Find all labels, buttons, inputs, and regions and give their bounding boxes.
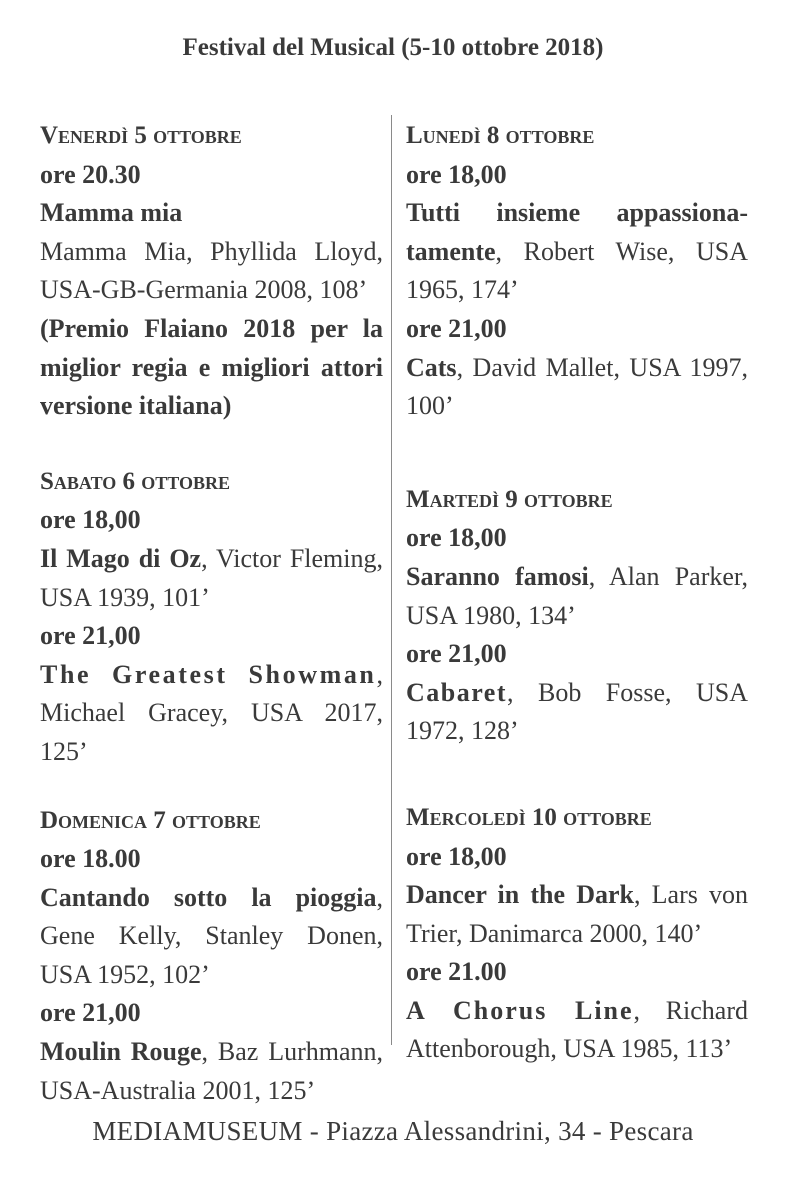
column-divider xyxy=(391,115,392,1045)
day-heading: Lunedì 8 ottobre xyxy=(406,122,595,149)
screening-entry xyxy=(406,194,748,310)
day-heading: Martedì 9 ottobre xyxy=(406,485,613,513)
movie-title: Cantando sotto la pioggia xyxy=(40,882,377,912)
screening-entry xyxy=(406,674,748,751)
movie-details: , Robert Wise, USA 1965, 174’ xyxy=(406,236,748,305)
screening-time: ore 21,00 xyxy=(406,313,507,343)
screening-entry xyxy=(406,349,748,426)
day-block xyxy=(40,463,383,772)
movie-details: , Richard Attenborough, USA 1985, 113’ xyxy=(406,995,748,1064)
movie-details: , Bob Fosse, USA 1972, 128’ xyxy=(406,677,748,746)
venue-footer: MEDIAMUSEUM - Piazza Alessandrini, 34 - Pescara xyxy=(92,1116,694,1146)
movie-title: Cabaret xyxy=(406,677,508,707)
day-block xyxy=(40,117,383,426)
screening-time: ore 20.30 xyxy=(40,159,141,189)
movie-title: The Greatest Showman xyxy=(40,659,377,689)
movie-title: Cats xyxy=(406,352,457,382)
screening-entry xyxy=(40,879,383,995)
page-title: Festival del Musical (5-10 ottobre 2018) xyxy=(182,34,604,61)
movie-details: , Alan Parker, USA 1980, 134’ xyxy=(406,561,749,630)
left-column xyxy=(40,117,383,1110)
day-block xyxy=(406,799,748,1069)
movie-title: Dancer in the Dark xyxy=(406,880,634,910)
screening-time: ore 18,00 xyxy=(40,505,141,535)
screening-time: ore 21,00 xyxy=(406,639,507,669)
screening-time: ore 21.00 xyxy=(406,957,507,987)
award-note: (Premio Flaiano 2018 per la miglior regia e migliori attori versione italiana) xyxy=(40,313,383,421)
screening-entry xyxy=(40,656,383,772)
screening-entry xyxy=(406,992,748,1069)
movie-details: , Lars von Trier, Danimarca 2000, 140’ xyxy=(406,880,748,948)
day-heading: Venerdì 5 ottobre xyxy=(40,122,242,149)
movie-details: , Gene Kelly, Stanley Donen, USA 1952, 102’ xyxy=(40,882,383,989)
day-heading: Mercoledì 10 ottobre xyxy=(406,803,652,831)
movie-title: Il Mago di Oz xyxy=(40,543,202,573)
movie-title: A Chorus Line xyxy=(406,995,634,1025)
screening-entry xyxy=(40,540,383,617)
movie-title: Saranno famosi xyxy=(406,561,589,591)
movie-title: Mamma mia xyxy=(40,198,183,228)
movie-details: , Baz Lurhmann, USA-Australia 2001, 125’ xyxy=(40,1037,383,1105)
screening-time: ore 21,00 xyxy=(40,621,141,651)
day-heading: Domenica 7 ottobre xyxy=(40,806,261,834)
screening-entry xyxy=(40,194,383,233)
day-block xyxy=(406,481,748,751)
movie-title: Moulin Rouge xyxy=(40,1037,202,1067)
screening-time: ore 18,00 xyxy=(406,159,507,189)
day-block xyxy=(406,117,748,426)
movie-title: Tutti insieme appassiona-tamente xyxy=(406,198,748,266)
screening-time: ore 18,00 xyxy=(406,523,507,553)
screening-entry xyxy=(406,558,748,635)
movie-details: , Michael Gracey, USA 2017, 125’ xyxy=(40,659,383,766)
movie-details: , David Mallet, USA 1997, 100’ xyxy=(406,352,748,421)
screening-time: ore 21,00 xyxy=(40,998,141,1028)
right-column xyxy=(406,117,748,1069)
screening-details: Mamma Mia, Phyllida Lloyd, USA-GB-Germania 2008, 108’ xyxy=(40,236,383,305)
screening-time: ore 18.00 xyxy=(40,844,141,874)
screening-entry xyxy=(406,876,748,953)
day-heading: Sabato 6 ottobre xyxy=(40,467,230,495)
screening-time: ore 18,00 xyxy=(406,841,507,871)
screening-entry xyxy=(40,1033,383,1110)
day-block xyxy=(40,802,383,1111)
movie-details: , Victor Fleming, USA 1939, 101’ xyxy=(40,543,383,612)
